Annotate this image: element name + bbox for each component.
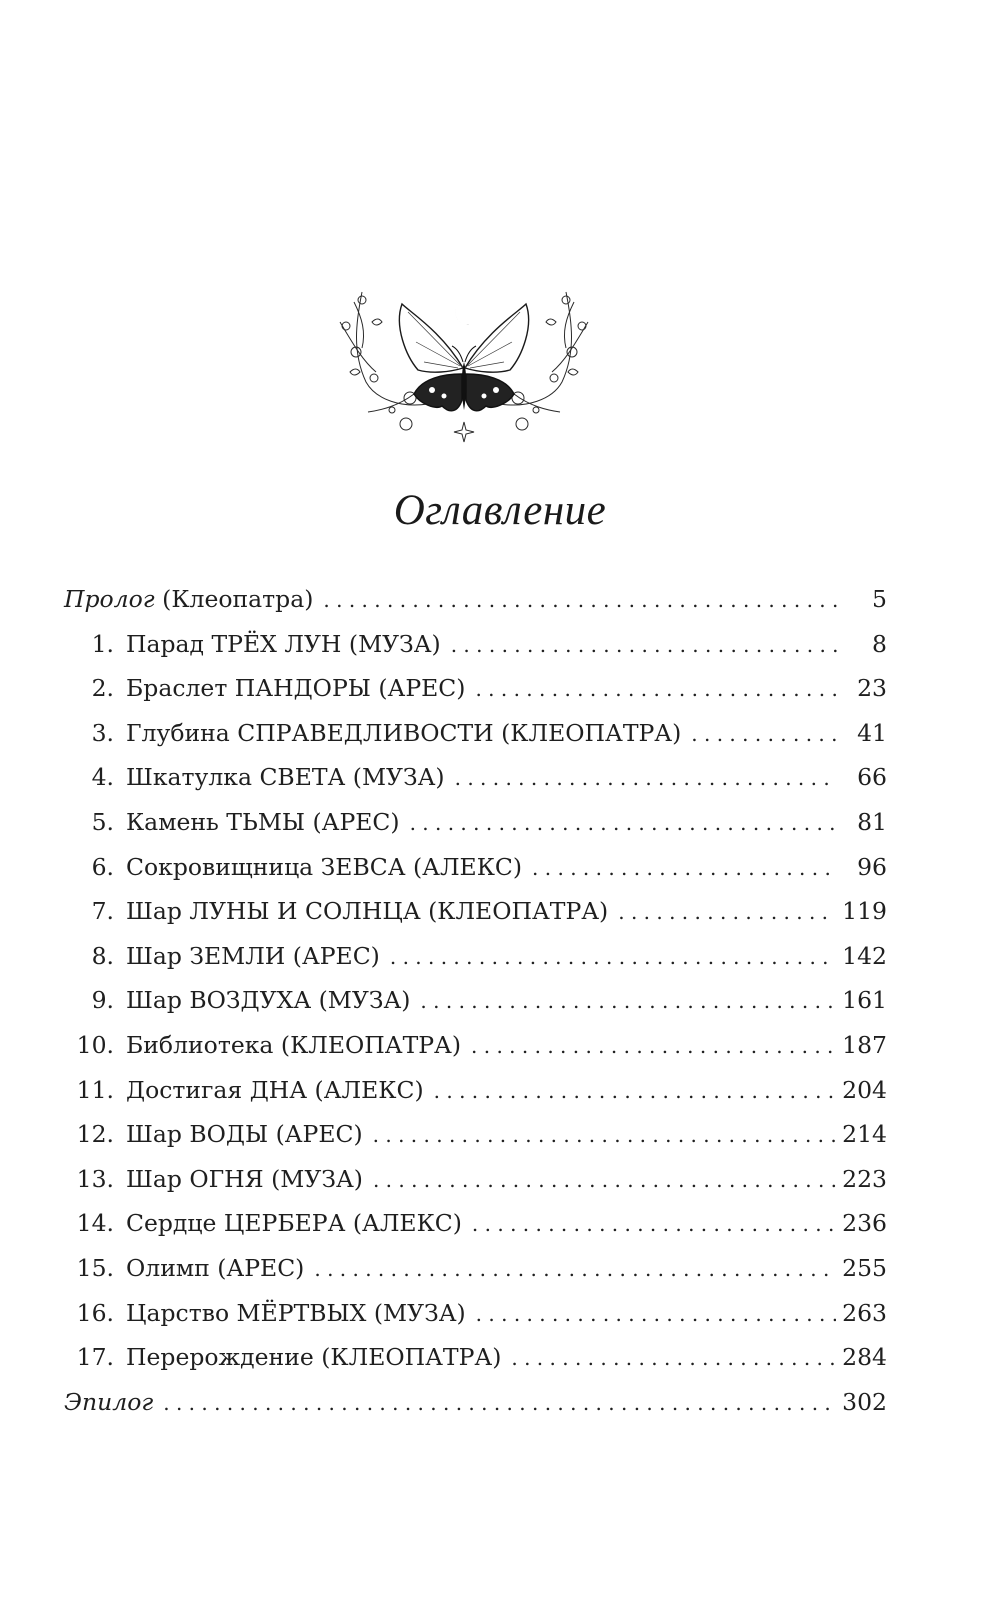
page-number: 263 (842, 1298, 887, 1327)
page-number: 119 (842, 897, 887, 926)
chapter-title (126, 800, 400, 844)
page-number: 284 (842, 1343, 887, 1372)
page-number: 187 (842, 1030, 887, 1059)
toc-entry (64, 1068, 887, 1113)
chapter-title (126, 889, 608, 933)
chapter-number: 7. (91, 897, 114, 926)
chapter-number: 5. (91, 807, 114, 836)
chapter-title-text: Глубина СПРАВЕДЛИВОСТИ (КЛЕОПАТРА) (126, 718, 682, 747)
page-number: 66 (857, 763, 887, 792)
toc-entry (64, 800, 887, 845)
chapter-title (126, 1335, 501, 1379)
page-number: 255 (842, 1253, 887, 1282)
page-number: 204 (842, 1075, 887, 1104)
page-title: Оглавление (393, 487, 607, 534)
dot-leader (314, 1247, 836, 1291)
chapter-title-text: Олимп (АРЕС) (126, 1253, 305, 1282)
chapter-title-text: Шкатулка СВЕТА (МУЗА) (126, 763, 445, 792)
chapter-title (126, 1157, 363, 1201)
dot-leader (163, 1381, 836, 1425)
chapter-number: 8. (91, 941, 114, 970)
butterfly-moon-icon (332, 282, 596, 452)
dot-leader (532, 846, 837, 890)
chapter-number: 1. (91, 629, 114, 658)
dot-leader (420, 979, 836, 1023)
chapter-number: 2. (91, 674, 114, 703)
toc-entry (64, 1246, 887, 1291)
chapter-title (126, 1201, 462, 1245)
toc-entry (64, 577, 887, 622)
table-of-contents (64, 577, 887, 1424)
dot-leader (323, 578, 837, 622)
toc-entry (64, 1023, 887, 1068)
chapter-number: 14. (76, 1209, 114, 1238)
chapter-number: 15. (76, 1253, 114, 1282)
chapter-number: 4. (91, 763, 114, 792)
toc-entry (64, 978, 887, 1023)
chapter-title-text: Шар ВОЗДУХА (МУЗА) (126, 986, 411, 1015)
toc-entry (64, 1291, 887, 1336)
dot-leader (410, 801, 837, 845)
chapter-title-text: Шар ОГНЯ (МУЗА) (126, 1164, 363, 1193)
chapter-number: 9. (91, 986, 114, 1015)
chapter-number: 13. (76, 1164, 114, 1193)
dot-leader (511, 1336, 836, 1380)
chapter-title (126, 978, 410, 1022)
chapter-title (126, 1068, 424, 1112)
page-number: 96 (857, 852, 887, 881)
chapter-title-text: Шар ЛУНЫ И СОЛНЦА (КЛЕОПАТРА) (126, 897, 609, 926)
page-number: 223 (842, 1164, 887, 1193)
toc-entry (64, 666, 887, 711)
chapter-number: 11. (76, 1075, 114, 1104)
toc-entry (64, 845, 887, 890)
dot-leader (434, 1069, 837, 1113)
page-number: 8 (872, 629, 887, 658)
chapter-title-text: Сердце ЦЕРБЕРА (АЛЕКС) (126, 1209, 462, 1238)
chapter-number: 12. (76, 1120, 114, 1149)
toc-entry (64, 711, 887, 756)
toc-entry (64, 1112, 887, 1157)
chapter-title (126, 755, 445, 799)
dot-leader (475, 667, 837, 711)
page-number: 236 (842, 1209, 887, 1238)
chapter-title (126, 1112, 363, 1156)
dot-leader (373, 1158, 836, 1202)
chapter-title-text: Сокровищница ЗЕВСА (АЛЕКС) (126, 852, 523, 881)
toc-entry (64, 1335, 887, 1380)
page-number: 142 (842, 941, 887, 970)
chapter-title (126, 1291, 466, 1335)
page-number: 214 (842, 1120, 887, 1149)
page-number: 161 (842, 986, 887, 1015)
dot-leader (451, 623, 837, 667)
page-number: 23 (857, 674, 887, 703)
toc-entry (64, 755, 887, 800)
chapter-title (126, 1246, 304, 1290)
chapter-title-text: Браслет ПАНДОРЫ (АРЕС) (126, 674, 466, 703)
chapter-title-italic: Эпилог (64, 1387, 154, 1416)
page-number: 41 (857, 718, 887, 747)
page-number: 302 (842, 1387, 887, 1416)
chapter-title (64, 577, 313, 621)
chapter-title-text: Библиотека (КЛЕОПАТРА) (126, 1030, 462, 1059)
chapter-number: 10. (76, 1030, 114, 1059)
chapter-number: 16. (76, 1298, 114, 1327)
chapter-title-text: (Клеопатра) (154, 585, 314, 613)
toc-entry (64, 1157, 887, 1202)
chapter-title-text: Достигая ДНА (АЛЕКС) (126, 1075, 424, 1104)
chapter-number: 6. (91, 852, 114, 881)
chapter-title-text: Шар ЗЕМЛИ (АРЕС) (126, 941, 380, 970)
chapter-title (126, 711, 681, 755)
chapter-number: 17. (76, 1343, 114, 1372)
toc-entry (64, 889, 887, 934)
chapter-title (126, 666, 465, 710)
dot-leader (618, 890, 836, 934)
chapter-title-italic: Пролог (64, 585, 155, 613)
page-number: 81 (857, 807, 887, 836)
dot-leader (390, 935, 836, 979)
chapter-title-text: Царство МЁРТВЫХ (МУЗА) (126, 1298, 466, 1327)
chapter-title (126, 1023, 461, 1067)
chapter-title-text: Перерождение (КЛЕОПАТРА) (126, 1343, 502, 1372)
dot-leader (373, 1113, 836, 1157)
dot-leader (476, 1292, 836, 1336)
chapter-title (126, 934, 380, 978)
chapter-title-text: Камень ТЬМЫ (АРЕС) (126, 807, 400, 836)
chapter-title-text: Шар ВОДЫ (АРЕС) (126, 1120, 363, 1149)
toc-entry (64, 934, 887, 979)
chapter-title-text: Парад ТРЁХ ЛУН (МУЗА) (126, 629, 441, 658)
chapter-title (126, 845, 522, 889)
dot-leader (691, 712, 837, 756)
toc-entry (64, 622, 887, 667)
chapter-title (126, 622, 441, 666)
chapter-number: 3. (91, 718, 114, 747)
toc-entry (64, 1380, 887, 1425)
chapter-title (64, 1380, 153, 1424)
dot-leader (472, 1202, 836, 1246)
toc-entry (64, 1201, 887, 1246)
page-number: 5 (872, 585, 887, 613)
dot-leader (471, 1024, 836, 1068)
dot-leader (455, 756, 837, 800)
